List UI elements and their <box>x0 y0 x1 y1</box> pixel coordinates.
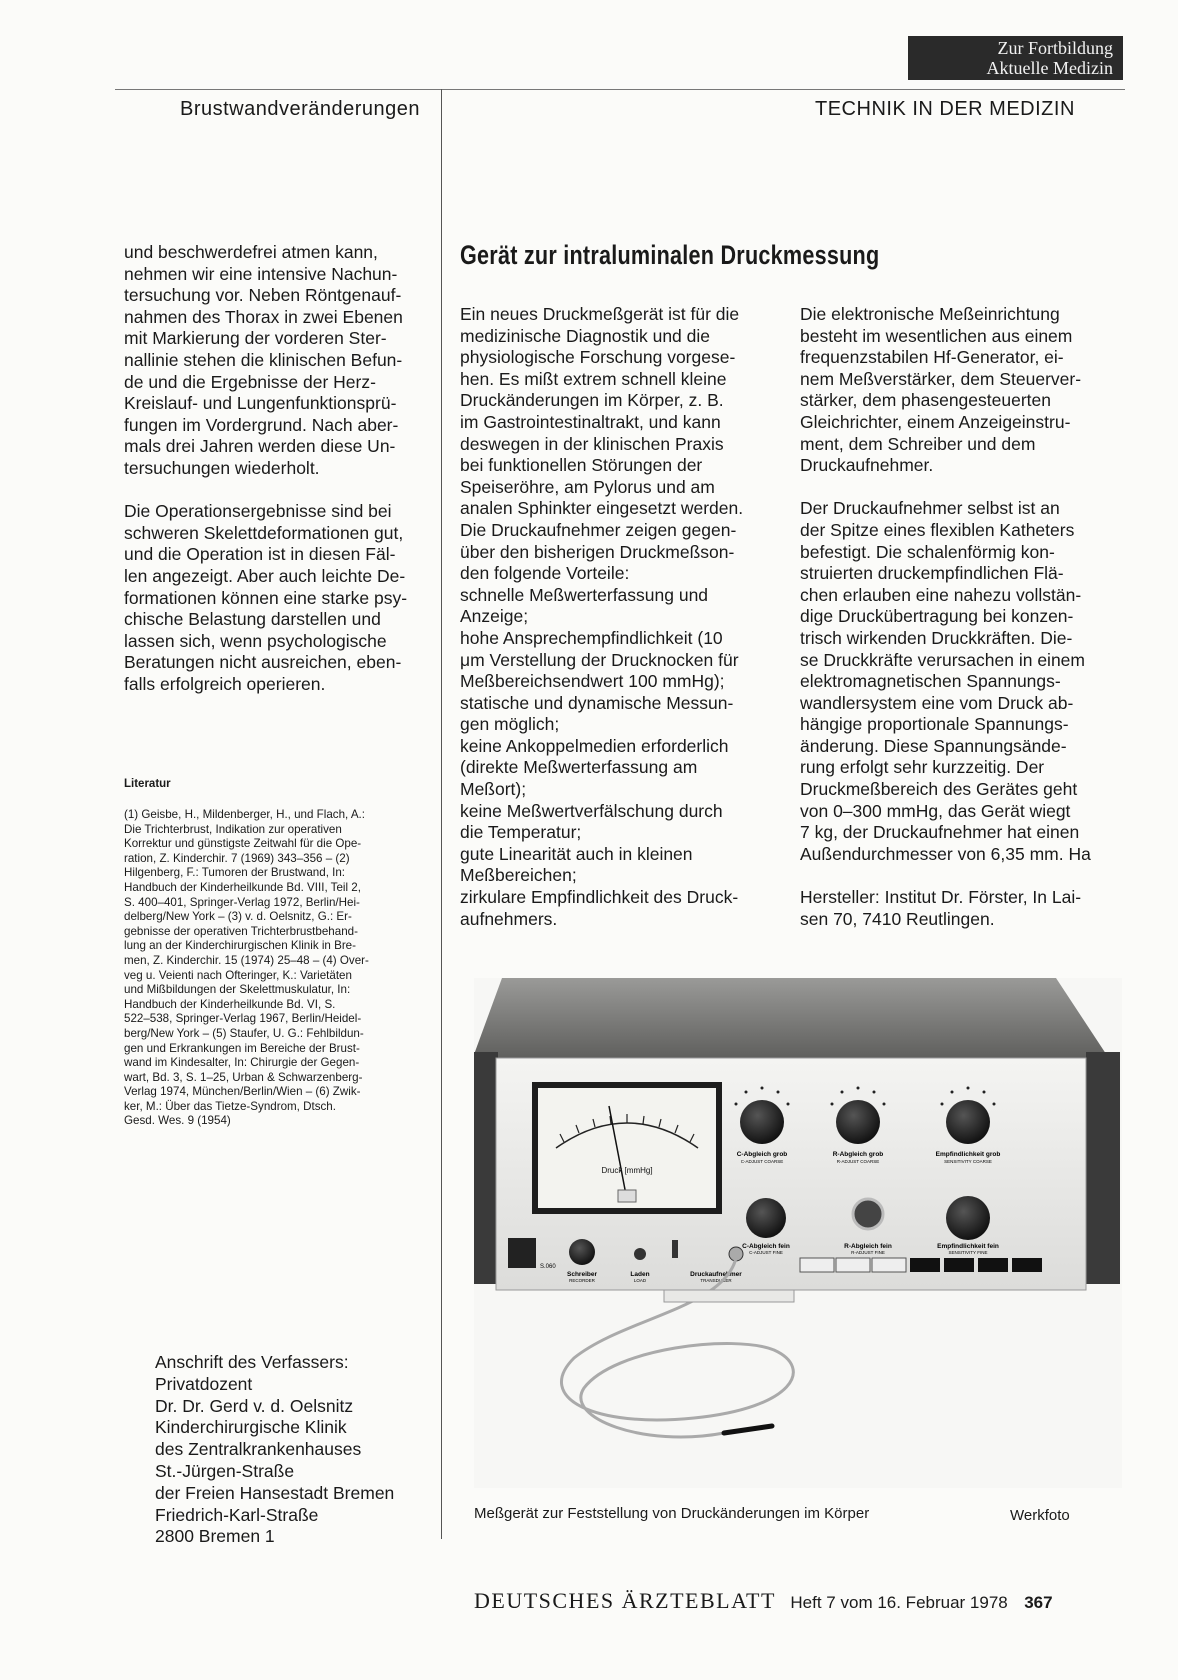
schreiber-knob <box>569 1239 595 1265</box>
label-c-fein: C-Abgleich fein <box>742 1243 790 1250</box>
knob-r-grob <box>836 1100 880 1144</box>
push-button-row <box>800 1258 1042 1272</box>
label-e-grob-sub: SENSITIVITY COARSE <box>944 1159 992 1164</box>
badge-line-2: Aktuelle Medizin <box>986 58 1113 78</box>
label-laden-sub: LOAD <box>633 1278 647 1283</box>
label-aufnehmer-sub: TRANSDUCER <box>700 1278 732 1283</box>
label-r-grob: R-Abgleich grob <box>832 1151 884 1158</box>
laden-button <box>634 1248 646 1260</box>
literature-heading: Literatur <box>124 778 171 790</box>
left-column-text: und beschwerdefrei atmen kann, nehmen wir eine intensive Nachun- tersuchung vor. Neben Röntgenauf- nahmen des Thorax in zwei Ebenen mit Markierung der vorderen Ster- nallinie stehen die klinischen Befun- de und die Ergebnisse der Herz- Kreislauf- und Lungenfunktionsprü- fungen im Vordergrund. Nach aber- mals drei Jahren werden diese Un- tersuchungen wiederholt. Die Operationsergebnisse sind bei schweren Skelettdeformationen gut, und die Operation ist in diesen Fäl- len angezeigt. Aber auch leichte De- formationen können eine starke psy- chische Belastung darstellen und lassen sich, wenn psychologische Beratungen nicht ausreichen, eben- falls erfolgreich operieren. <box>124 242 408 694</box>
label-c-grob: C-Abgleich grob <box>736 1151 788 1158</box>
label-c-fein-sub: C-ADJUST FINE <box>749 1250 783 1255</box>
running-head-left: Brustwandveränderungen <box>180 98 421 120</box>
section-badge <box>908 36 1123 80</box>
label-c-grob-sub: C-ADJUST COARSE <box>740 1159 784 1164</box>
label-e-fein-sub: SENSITIVITY FINE <box>948 1250 988 1255</box>
figure-credit: Werkfoto <box>1010 1507 1070 1524</box>
label-r-fein: R-Abgleich fein <box>844 1243 892 1250</box>
device-case-top <box>474 978 1110 1060</box>
column-divider <box>441 89 442 1539</box>
knob-c-fein <box>746 1198 786 1238</box>
journal-name: DEUTSCHES ÄRZTEBLATT <box>474 1588 776 1613</box>
badge-line-1: Zur Fortbildung <box>997 38 1113 58</box>
header-rule <box>115 89 1125 90</box>
literature-text: (1) Geisbe, H., Mildenberger, H., und Flach, A.: Die Trichterbrust, Indikation zur operativen Korrektur und günstigste Zeitwahl für die Ope- ration, Z. Kinderchir. 7 (1969) 343–356 – (2) Hilgenberg, F.: Tumoren der Brustwand, In: Handbuch der Kinderheilkunde Bd. VIII, Teil 2, S. 400–401, Springer-Verlag 1972, Berlin/Hei- delberg/New York – (3) v. d. Oelsnitz, G.: Er- gebnisse der operativen Trichterbrustbehand- lung an der Kinderchirurgischen Klinik in Bre- men, Z. Kinderchir. 15 (1974) 25–48 – (4) Over- veg u. Veienti nach Ofteringer, K.: Varietäten und Mißbildungen der Skelettmuskulatur, In: Handbuch der Kinderheilkunde Bd. VI, S. 522–538, Springer-Verlag 1967, Berlin/Heidel- berg/New York – (5) Staufer, U. G.: Fehlbildun- gen und Erkrankungen im Bereiche der Brust- wand im Kindesalter, In: Chirurgie der Gegen- wart, Bd. 3, S. 1–25, Urban & Schwarzenberg- Verlag 1974, München/Berlin/Wien – (6) Zwik- ker, M.: Über das Tietze-Syndrom, Dtsch. Gesd. Wes. 9 (1954) <box>124 808 369 1128</box>
device-photo <box>474 978 1122 1488</box>
label-e-grob: Empfindlichkeit grob <box>935 1151 1001 1158</box>
article-column-2: Die elektronische Meßeinrichtung besteht im wesentlichen aus einem frequenzstabilen Hf-Generator, ei- nem Meßverstärker, dem Steuerver- stärker, dem phasengesteuerten Gleichrichter, einem Anzeigeinstru- ment, dem Schreiber und dem Druckaufnehmer. Der Druckaufnehmer selbst ist an der Spitze eines flexiblen Katheters befestigt. Die schalenförmig kon- struierten druckempfindlichen Flä- chen erlauben eine nahezu vollstän- dige Druckübertragung bei konzen- trisch wirkenden Druckkräften. Die- se Druckkräfte verursachen in einem elektromagnetischen Spannungs- wandlersystem eine vom Druck ab- hängige proportionale Spannungs- änderung. Diese Spannungsände- rung erfolgt sehr kurzzeitig. Der Druckmeßbereich des Gerätes geht von 0–300 mmHg, das Gerät wiegt 7 kg, der Druckaufnehmer hat einen Außendurchmesser von 6,35 mm. Ha Hersteller: Institut Dr. Förster, In Lai- sen 70, 7410 Reutlingen. <box>800 304 1091 929</box>
label-r-grob-sub: R-ADJUST COARSE <box>836 1159 880 1164</box>
label-schreiber: Schreiber <box>567 1271 597 1278</box>
power-switch <box>672 1240 678 1258</box>
page-footer <box>474 1588 1053 1614</box>
knob-e-grob <box>946 1100 990 1144</box>
knob-e-fein <box>946 1196 990 1240</box>
manufacturer-logo <box>508 1238 536 1268</box>
knob-c-grob <box>740 1100 784 1144</box>
article-column-1: Ein neues Druckmeßgerät ist für die medizinische Diagnostik und die physiologische Forschung vorgese- hen. Es mißt extrem schnell kleine Druckänderungen im Körper, z. B. im Gastrointestinaltrakt, und kann deswegen in der klinischen Praxis bei funktionellen Störungen der Speiseröhre, am Pylorus und am analen Sphinkter eingesetzt werden. Die Druckaufnehmer zeigen gegen- über den bisherigen Druckmeßson- den folgende Vorteile: schnelle Meßwerterfassung und Anzeige; hohe Ansprechempfindlichkeit (10 μm Verstellung der Drucknocken für Meßbereichsendwert 100 mmHg); statische und dynamische Messun- gen möglich; keine Ankoppelmedien erforderlich (direkte Meßwerterfassung am Meßort); keine Meßwertverfälschung durch die Temperatur; gute Linearität auch in kleinen Meßbereichen; zirkulare Empfindlichkeit des Druck- aufnehmers. <box>460 304 744 929</box>
running-head-right: TECHNIK IN DER MEDIZIN <box>815 98 1075 120</box>
issue-info: Heft 7 vom 16. Februar 1978 <box>790 1593 1008 1612</box>
page-number: 367 <box>1024 1593 1053 1612</box>
label-r-fein-sub: R-ADJUST FINE <box>851 1250 885 1255</box>
knob-r-fein <box>853 1199 883 1229</box>
label-e-fein: Empfindlichkeit fein <box>937 1243 999 1250</box>
meter-unit-label: Druck [mmHg] <box>601 1166 653 1175</box>
right-handle <box>1086 1052 1120 1284</box>
label-laden: Laden <box>630 1271 650 1278</box>
model-label: S.060 <box>540 1264 556 1270</box>
label-aufnehmer: Druckaufnehmer <box>690 1271 742 1278</box>
author-address: Anschrift des Verfassers: Privatdozent Dr. Dr. Gerd v. d. Oelsnitz Kinderchirurgische Klinik des Zentralkrankenhauses St.-Jürgen-Straße der Freien Hansestadt Bremen Friedrich-Karl-Straße 2800 Bremen 1 <box>155 1352 395 1547</box>
transducer-holder <box>664 1290 794 1302</box>
left-handle <box>474 1052 498 1284</box>
label-schreiber-sub: RECORDER <box>569 1278 595 1283</box>
figure-caption: Meßgerät zur Feststellung von Druckänderungen im Körper <box>474 1505 870 1522</box>
article-title: Gerät zur intraluminalen Druckmessung <box>460 240 880 270</box>
